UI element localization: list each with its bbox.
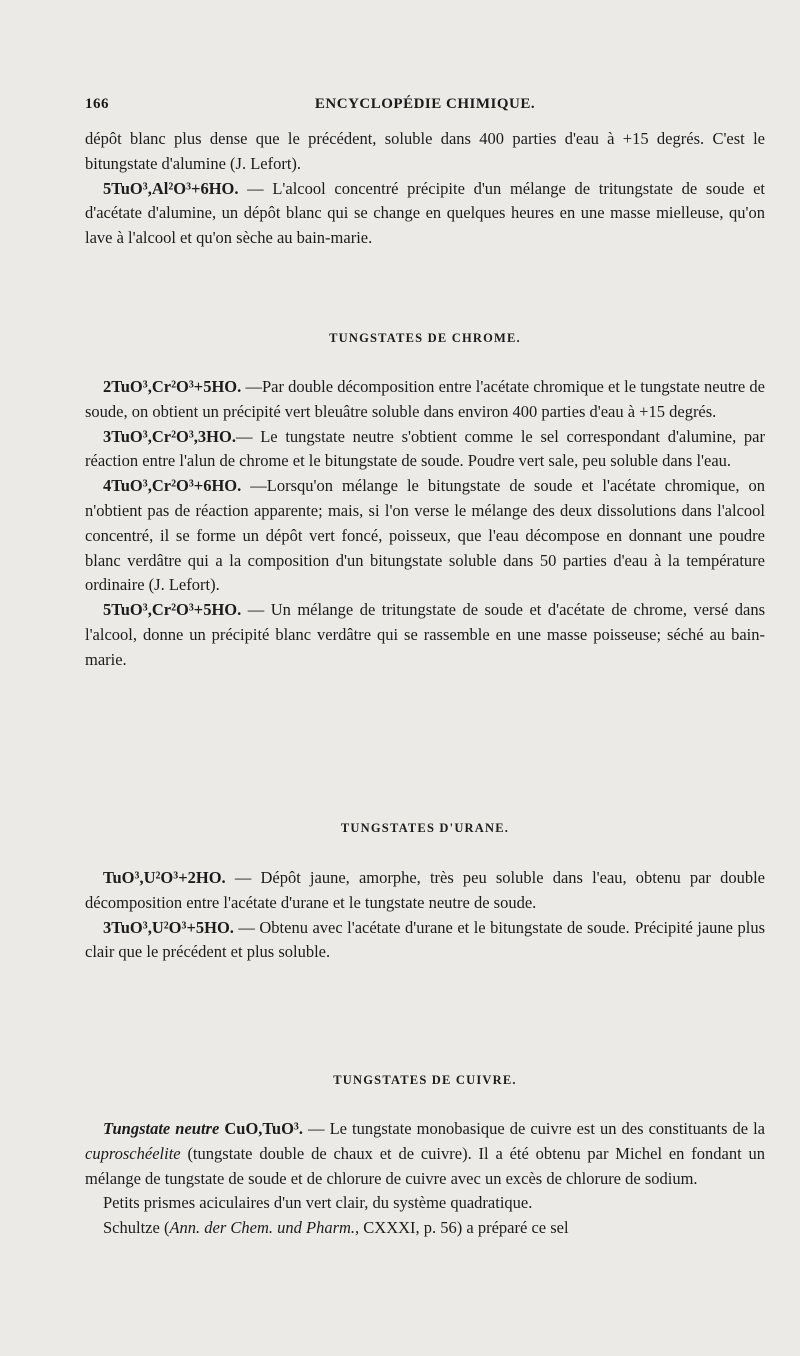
paragraph-chrome-1: 2TuO³,Cr²O³+5HO. —Par double décomposition entre l'acétate chromique et le tungstate neutre de soude, on obtient un précipité vert bleuâtre soluble dans environ 400 parties d'eau à +15 degrés. xyxy=(85,377,765,421)
paragraph-chrome-2: 3TuO³,Cr²O³,3HO.— Le tungstate neutre s'obtient comme le sel correspondant d'alumine, par réaction entre l'alun de chrome et le bitungstate de soude. Poudre vert sale, peu soluble dans l'eau. xyxy=(85,426,765,471)
chrome-section xyxy=(85,375,765,673)
journal-reference: Ann. der Chem. und Pharm., xyxy=(169,1218,360,1238)
formula: 2TuO³,Cr²O³+5HO. xyxy=(103,377,242,396)
paragraph-urane-1: TuO³,U²O³+2HO. — Dépôt jaune, amorphe, très peu soluble dans l'eau, obtenu par double décomposition entre l'acétate d'urane et le tungstate neutre de soude. xyxy=(85,868,765,912)
compound-name: Tungstate neutre xyxy=(103,1119,220,1138)
paragraph-continuation: dépôt blanc plus dense que le précédent, soluble dans 400 parties d'eau à +15 degrés. C'est le bitungstate d'alumine (J. Lefort). xyxy=(85,129,765,173)
running-title: ENCYCLOPÉDIE CHIMIQUE. xyxy=(314,96,536,112)
formula: 3TuO³,U²O³+5HO. xyxy=(103,917,234,937)
formula: 5TuO³,Cr²O³+5HO. xyxy=(103,600,242,620)
top-text xyxy=(85,127,765,251)
formula: 5TuO³,Al²O³+6HO. xyxy=(103,178,239,198)
paragraph-chrome-3: 4TuO³,Cr²O³+6HO. —Lorsqu'on mélange le bitungstate de soude et l'acétate chromique, on n'obtient pas de réaction apparente; mais, si l'on verse le mélange des deux dissolutions dans l'alcool concentré, il se forme un dépôt vert foncé, poisseux, que l'eau décompose en donnant une poudre blanc verdâtre qui a la composition d'un bitungstate soluble dans 50 parties d'eau à la température ordinaire (J. Lefort). xyxy=(85,476,765,595)
page-number: 166 xyxy=(85,96,109,112)
paragraph-urane-2: 3TuO³,U²O³+5HO. — Obtenu avec l'acétate d'urane et le bitungstate de soude. Précipité jaune plus clair que le précédent et plus soluble. xyxy=(85,917,765,962)
paragraph-chrome-4: 5TuO³,Cr²O³+5HO. — Un mélange de tritungstate de soude et d'acétate de chrome, versé dans l'alcool, donne un précipité blanc verdâtre qui se rassemble en une masse poisseuse; séché au bain-marie. xyxy=(85,600,765,669)
formula: 3TuO³,Cr²O³,3HO. xyxy=(103,426,236,446)
formula: 4TuO³,Cr²O³+6HO. xyxy=(103,476,242,496)
formula: TuO³,U²O³+2HO. xyxy=(103,868,226,887)
section-heading-chrome: TUNGSTATES DE CHROME. xyxy=(329,331,521,345)
paragraph-cuivre-2: Petits prismes aciculaires d'un vert clair, du système quadratique. xyxy=(103,1193,533,1213)
paragraph-cuivre-3: Schultze (Ann. der Chem. und Pharm., CXXXI, p. 56) a préparé ce sel xyxy=(103,1218,569,1238)
section-heading-cuivre: TUNGSTATES DE CUIVRE. xyxy=(333,1073,517,1087)
cuivre-section xyxy=(85,1117,765,1241)
urane-section xyxy=(85,866,765,965)
running-header xyxy=(85,96,765,118)
section-heading-urane: TUNGSTATES D'URANE. xyxy=(340,821,510,835)
paragraph-cuivre-1: Tungstate neutre CuO,TuO³. — Le tungstate monobasique de cuivre est un des constituants de la cuproschéelite (tungstate double de chaux et de cuivre). Il a été obtenu par Michel en fondant un mélange de tungstate de soude et de chlorure de cuivre avec un excès de chlorure de sodium. xyxy=(85,1119,766,1188)
formula: CuO,TuO³. xyxy=(219,1119,303,1138)
mineral-name: cuproschéelite xyxy=(85,1143,181,1163)
paragraph-pentatungstate-alumina: 5TuO³,Al²O³+6HO. — L'alcool concentré précipite d'un mélange de tritungstate de soude et d'acétate d'alumine, un dépôt blanc qui se change en quelques heures en une masse mielleuse, qu'on lave à l'alcool et qu'on sèche au bain-marie. xyxy=(85,178,765,248)
